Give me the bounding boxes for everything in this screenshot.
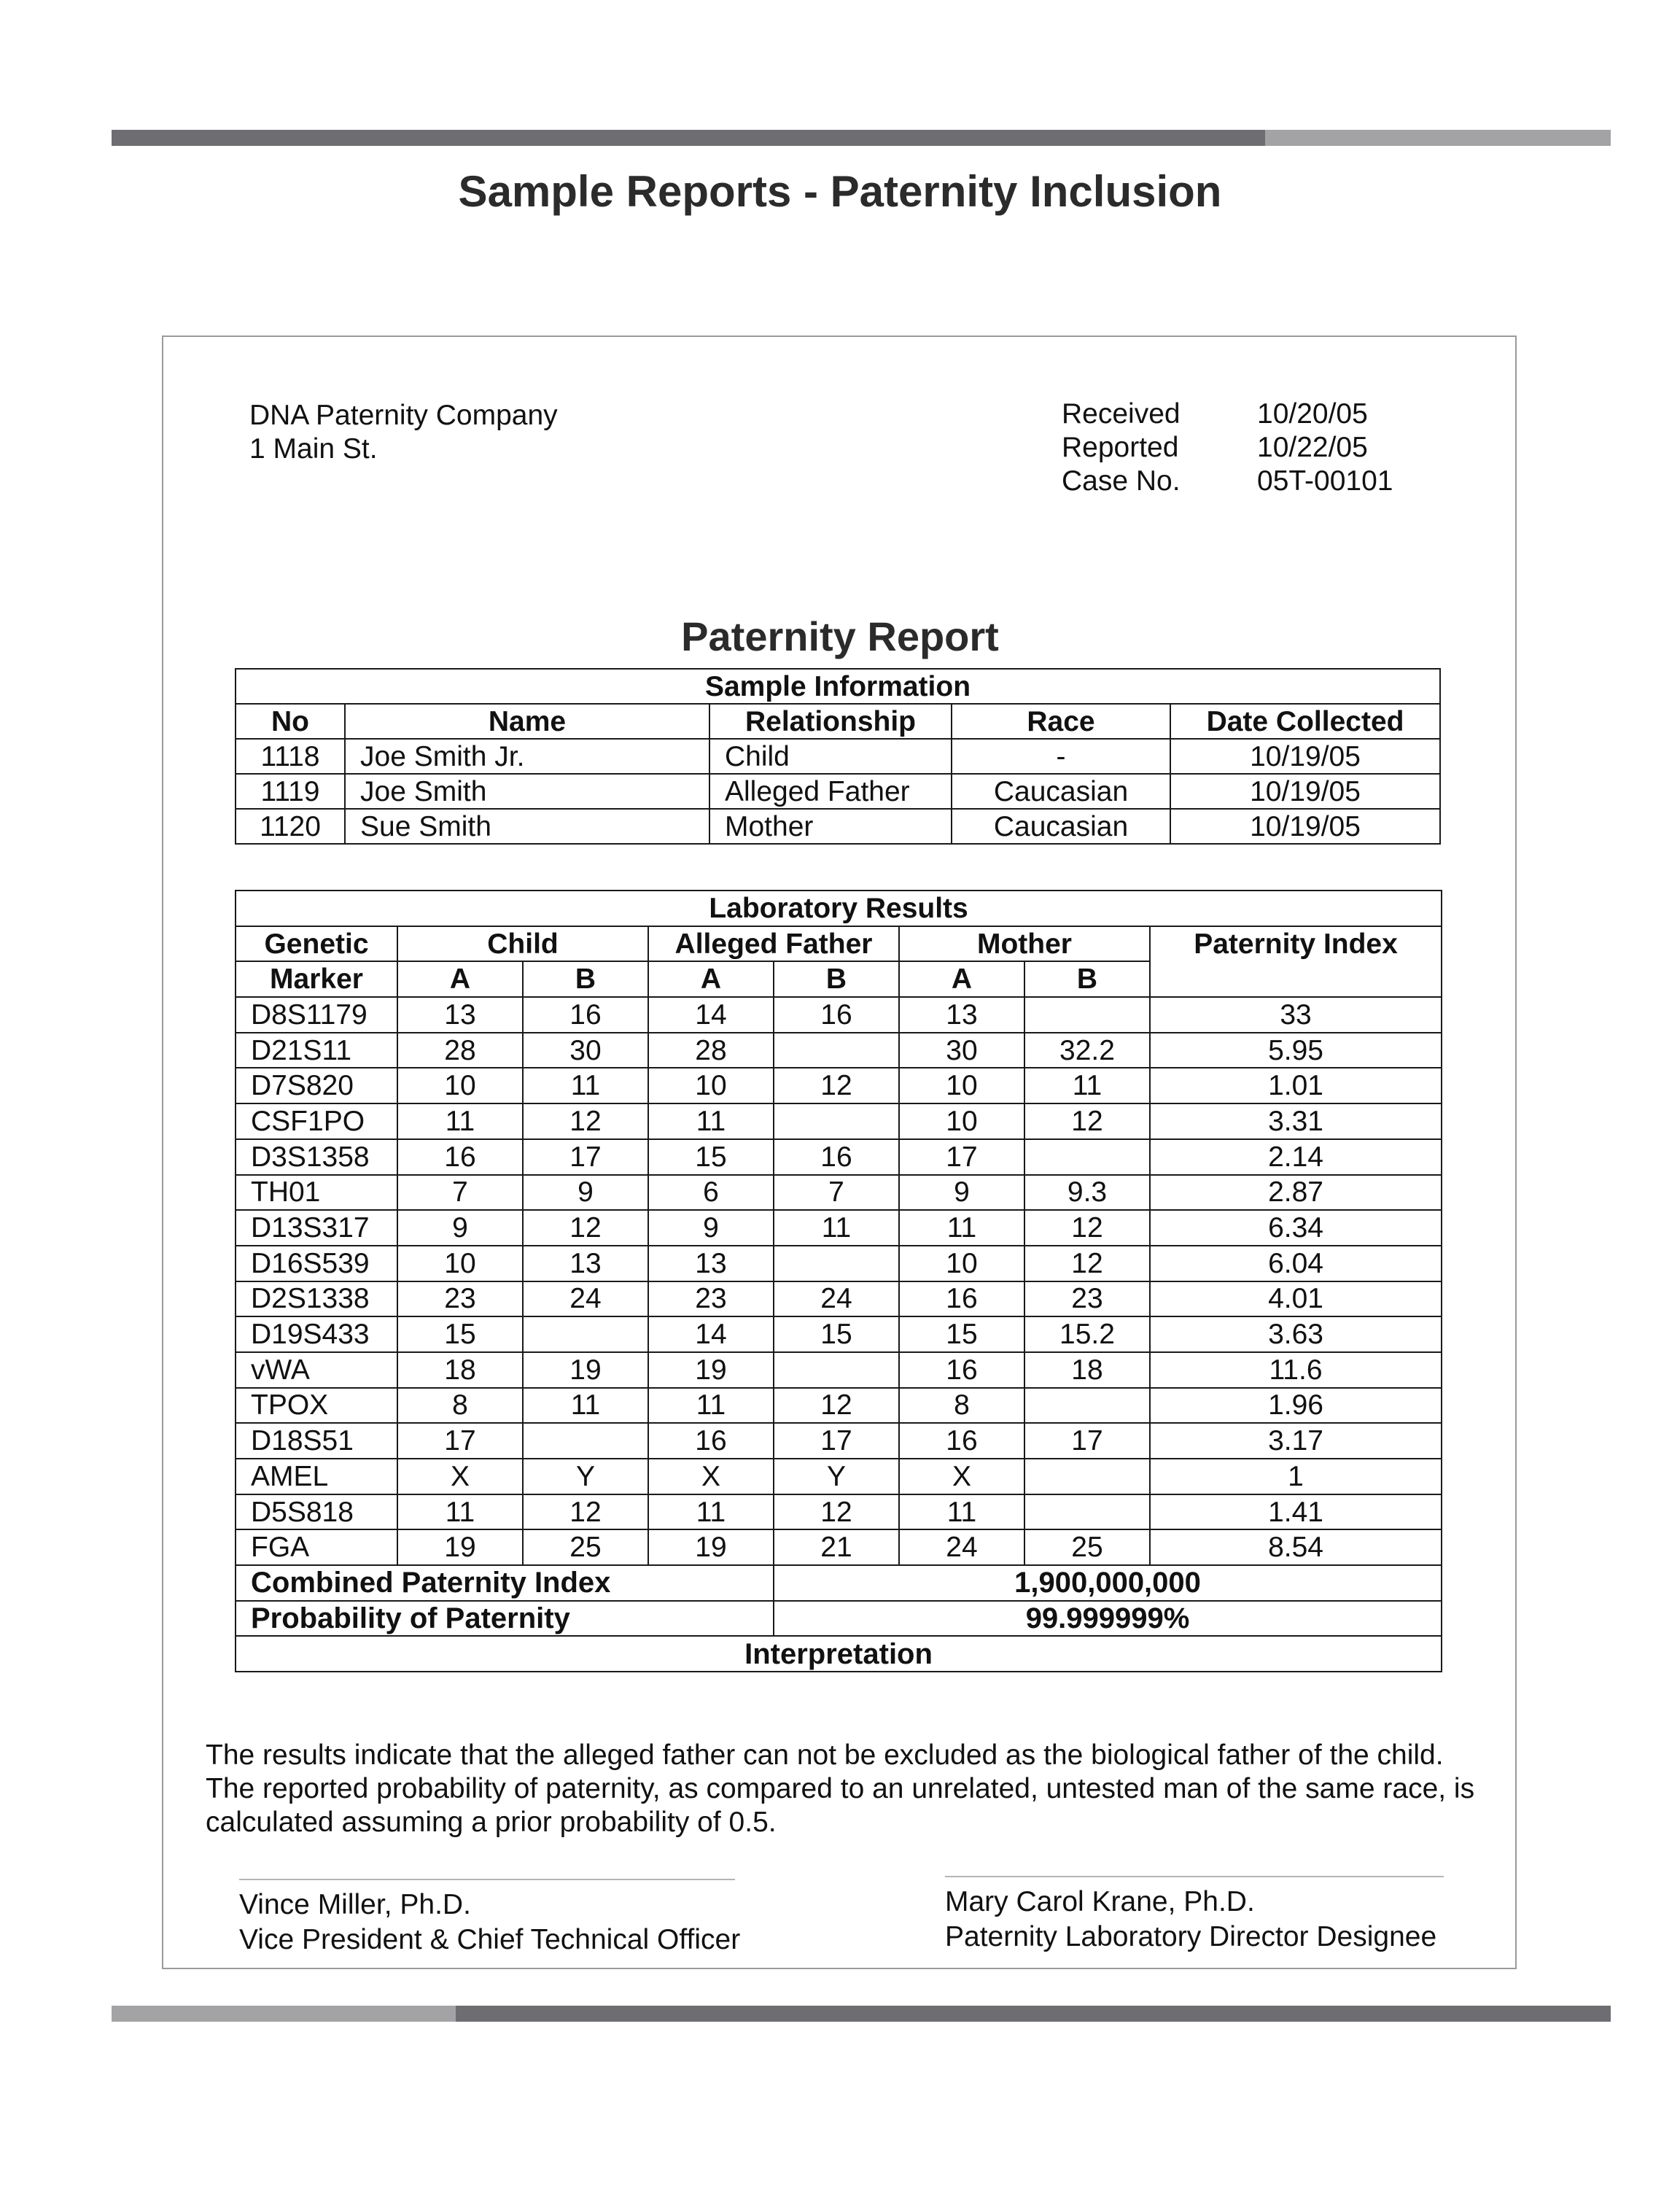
probability-of-paternity-value: 99.999999% bbox=[774, 1601, 1442, 1637]
lab-results-caption: Laboratory Results bbox=[236, 891, 1442, 926]
signatory-title: Paternity Laboratory Director Designee bbox=[945, 1921, 1437, 1952]
child-allele-a: 10 bbox=[397, 1068, 523, 1103]
sample-information-table bbox=[235, 668, 1441, 845]
child-allele-a: 9 bbox=[397, 1210, 523, 1246]
mother-allele-a: 8 bbox=[899, 1388, 1024, 1424]
header-child-a: A bbox=[397, 961, 523, 997]
paternity-index-value: 2.14 bbox=[1150, 1139, 1442, 1175]
child-allele-b: 11 bbox=[523, 1388, 648, 1424]
table-row bbox=[236, 739, 1440, 774]
father-allele-b: 15 bbox=[774, 1316, 899, 1352]
sample-race: - bbox=[952, 739, 1170, 774]
mother-allele-b: 32.2 bbox=[1024, 1033, 1150, 1068]
sample-relationship: Alleged Father bbox=[709, 774, 952, 809]
genetic-marker: TH01 bbox=[236, 1175, 397, 1211]
child-allele-b: 12 bbox=[523, 1103, 648, 1139]
father-allele-a: 11 bbox=[648, 1494, 774, 1530]
genetic-marker: TPOX bbox=[236, 1388, 397, 1424]
father-allele-b: 12 bbox=[774, 1068, 899, 1103]
genetic-marker: D2S1338 bbox=[236, 1281, 397, 1317]
header-bar-light bbox=[1265, 130, 1611, 146]
father-allele-b: 24 bbox=[774, 1281, 899, 1317]
father-allele-b: 17 bbox=[774, 1423, 899, 1459]
child-allele-b bbox=[523, 1423, 648, 1459]
mother-allele-b bbox=[1024, 1494, 1150, 1530]
child-allele-b bbox=[523, 1316, 648, 1352]
table-row bbox=[236, 1175, 1442, 1211]
mother-allele-b: 15.2 bbox=[1024, 1316, 1150, 1352]
father-allele-a: 11 bbox=[648, 1103, 774, 1139]
paternity-index-value: 6.04 bbox=[1150, 1246, 1442, 1281]
signature-block-2 bbox=[945, 1885, 1436, 1955]
table-row bbox=[236, 997, 1442, 1033]
mother-allele-b: 23 bbox=[1024, 1281, 1150, 1317]
header-father-a: A bbox=[648, 961, 774, 997]
child-allele-a: 28 bbox=[397, 1033, 523, 1068]
signatory-title: Vice President & Chief Technical Officer bbox=[239, 1924, 741, 1955]
table-row bbox=[236, 1210, 1442, 1246]
father-allele-a: 13 bbox=[648, 1246, 774, 1281]
mother-allele-a: 10 bbox=[899, 1103, 1024, 1139]
paternity-index-value: 1.96 bbox=[1150, 1388, 1442, 1424]
genetic-marker: D8S1179 bbox=[236, 997, 397, 1033]
father-allele-a: 11 bbox=[648, 1388, 774, 1424]
header-genetic: Genetic bbox=[236, 926, 397, 962]
table-row bbox=[236, 1246, 1442, 1281]
table-row bbox=[236, 1529, 1442, 1565]
child-allele-b: 16 bbox=[523, 997, 648, 1033]
table-row bbox=[236, 1068, 1442, 1103]
father-allele-a: 6 bbox=[648, 1175, 774, 1211]
genetic-marker: D19S433 bbox=[236, 1316, 397, 1352]
sample-date-collected: 10/19/05 bbox=[1170, 739, 1440, 774]
mother-allele-a: 16 bbox=[899, 1281, 1024, 1317]
child-allele-b: 19 bbox=[523, 1352, 648, 1388]
reported-date: 10/22/05 bbox=[1257, 432, 1368, 463]
father-allele-a: 14 bbox=[648, 1316, 774, 1352]
paternity-index-value: 1.41 bbox=[1150, 1494, 1442, 1530]
child-allele-a: 18 bbox=[397, 1352, 523, 1388]
header-date-collected: Date Collected bbox=[1170, 704, 1440, 739]
genetic-marker: D21S11 bbox=[236, 1033, 397, 1068]
child-allele-a: 7 bbox=[397, 1175, 523, 1211]
report-title: Paternity Report bbox=[681, 613, 999, 659]
mother-allele-b: 11 bbox=[1024, 1068, 1150, 1103]
child-allele-b: 24 bbox=[523, 1281, 648, 1317]
father-allele-a: 10 bbox=[648, 1068, 774, 1103]
table-row bbox=[236, 1352, 1442, 1388]
father-allele-a: 28 bbox=[648, 1033, 774, 1068]
mother-allele-a: 10 bbox=[899, 1246, 1024, 1281]
signatory-name: Mary Carol Krane, Ph.D. bbox=[945, 1886, 1255, 1917]
signature-block-1 bbox=[239, 1888, 740, 1958]
paternity-index-value: 4.01 bbox=[1150, 1281, 1442, 1317]
mother-allele-b: 12 bbox=[1024, 1103, 1150, 1139]
genetic-marker: D3S1358 bbox=[236, 1139, 397, 1175]
father-allele-b: 16 bbox=[774, 1139, 899, 1175]
sample-date-collected: 10/19/05 bbox=[1170, 774, 1440, 809]
company-name: DNA Paternity Company bbox=[249, 400, 558, 431]
paternity-index-value: 33 bbox=[1150, 997, 1442, 1033]
sample-name: Joe Smith bbox=[345, 774, 709, 809]
paternity-index-value: 3.63 bbox=[1150, 1316, 1442, 1352]
mother-allele-b bbox=[1024, 997, 1150, 1033]
father-allele-a: 23 bbox=[648, 1281, 774, 1317]
mother-allele-a: 11 bbox=[899, 1494, 1024, 1530]
child-allele-a: 16 bbox=[397, 1139, 523, 1175]
table-row bbox=[236, 809, 1440, 844]
header-race: Race bbox=[952, 704, 1170, 739]
header-marker: Marker bbox=[236, 961, 397, 997]
paternity-index-value: 6.34 bbox=[1150, 1210, 1442, 1246]
signatory-name: Vince Miller, Ph.D. bbox=[239, 1889, 471, 1920]
table-row bbox=[236, 1494, 1442, 1530]
mother-allele-b: 12 bbox=[1024, 1210, 1150, 1246]
case-number: 05T-00101 bbox=[1257, 465, 1393, 497]
table-row bbox=[236, 1139, 1442, 1175]
child-allele-a: 17 bbox=[397, 1423, 523, 1459]
header-mother-b: B bbox=[1024, 961, 1150, 997]
father-allele-a: 9 bbox=[648, 1210, 774, 1246]
mother-allele-b: 9.3 bbox=[1024, 1175, 1150, 1211]
father-allele-b: Y bbox=[774, 1459, 899, 1494]
mother-allele-a: 9 bbox=[899, 1175, 1024, 1211]
mother-allele-a: 10 bbox=[899, 1068, 1024, 1103]
genetic-marker: vWA bbox=[236, 1352, 397, 1388]
child-allele-b: 9 bbox=[523, 1175, 648, 1211]
mother-allele-a: 15 bbox=[899, 1316, 1024, 1352]
genetic-marker: D7S820 bbox=[236, 1068, 397, 1103]
paternity-index-value: 1.01 bbox=[1150, 1068, 1442, 1103]
child-allele-b: 30 bbox=[523, 1033, 648, 1068]
child-allele-b: 17 bbox=[523, 1139, 648, 1175]
header-bar-dark bbox=[112, 130, 1265, 146]
case-number-label: Case No. bbox=[1062, 465, 1181, 497]
signature-line-2 bbox=[945, 1876, 1444, 1877]
mother-allele-b bbox=[1024, 1459, 1150, 1494]
sample-info-caption: Sample Information bbox=[236, 669, 1440, 704]
mother-allele-b: 12 bbox=[1024, 1246, 1150, 1281]
reported-label: Reported bbox=[1062, 432, 1179, 463]
mother-allele-a: 16 bbox=[899, 1423, 1024, 1459]
combined-paternity-index-value: 1,900,000,000 bbox=[774, 1565, 1442, 1601]
sample-no: 1119 bbox=[236, 774, 345, 809]
child-allele-a: 11 bbox=[397, 1103, 523, 1139]
lab-result-rows bbox=[236, 997, 1442, 1565]
header-mother-a: A bbox=[899, 961, 1024, 997]
table-row bbox=[236, 1316, 1442, 1352]
table-row bbox=[236, 1033, 1442, 1068]
paternity-index-value: 3.17 bbox=[1150, 1423, 1442, 1459]
child-allele-a: 8 bbox=[397, 1388, 523, 1424]
mother-allele-a: 11 bbox=[899, 1210, 1024, 1246]
father-allele-a: 19 bbox=[648, 1352, 774, 1388]
paternity-index-value: 3.31 bbox=[1150, 1103, 1442, 1139]
interpretation-label: Interpretation bbox=[236, 1636, 1442, 1672]
mother-allele-a: 17 bbox=[899, 1139, 1024, 1175]
paternity-index-value: 8.54 bbox=[1150, 1529, 1442, 1565]
header-father-b: B bbox=[774, 961, 899, 997]
father-allele-b bbox=[774, 1103, 899, 1139]
header-paternity-index: Paternity Index bbox=[1150, 926, 1442, 997]
father-allele-a: 19 bbox=[648, 1529, 774, 1565]
table-row bbox=[236, 1423, 1442, 1459]
paternity-index-value: 1 bbox=[1150, 1459, 1442, 1494]
mother-allele-a: 30 bbox=[899, 1033, 1024, 1068]
mother-allele-a: 24 bbox=[899, 1529, 1024, 1565]
page-title: Sample Reports - Paternity Inclusion bbox=[458, 167, 1222, 216]
table-row bbox=[236, 1103, 1442, 1139]
father-allele-b: 12 bbox=[774, 1388, 899, 1424]
sample-rows bbox=[236, 739, 1440, 844]
father-allele-a: 15 bbox=[648, 1139, 774, 1175]
father-allele-b: 11 bbox=[774, 1210, 899, 1246]
genetic-marker: AMEL bbox=[236, 1459, 397, 1494]
mother-allele-b: 17 bbox=[1024, 1423, 1150, 1459]
sample-no: 1120 bbox=[236, 809, 345, 844]
header-no: No bbox=[236, 704, 345, 739]
table-row bbox=[236, 1281, 1442, 1317]
sample-name: Joe Smith Jr. bbox=[345, 739, 709, 774]
mother-allele-a: X bbox=[899, 1459, 1024, 1494]
footer-bar-light bbox=[112, 2006, 456, 2022]
company-address: 1 Main St. bbox=[249, 433, 378, 465]
child-allele-b: 12 bbox=[523, 1210, 648, 1246]
interpretation-text: The results indicate that the alleged father can not be excluded as the biological father of the child. The reported probability of paternity, as compared to an unrelated, untested man of the same race, is calculated assuming a prior probability of 0.5. bbox=[206, 1739, 1475, 1838]
father-allele-a: 14 bbox=[648, 997, 774, 1033]
child-allele-a: 15 bbox=[397, 1316, 523, 1352]
child-allele-a: 23 bbox=[397, 1281, 523, 1317]
child-allele-b: 12 bbox=[523, 1494, 648, 1530]
sample-race: Caucasian bbox=[952, 809, 1170, 844]
paternity-index-value: 11.6 bbox=[1150, 1352, 1442, 1388]
received-date: 10/20/05 bbox=[1257, 398, 1368, 430]
table-row bbox=[236, 1459, 1442, 1494]
header-mother: Mother bbox=[899, 926, 1150, 962]
table-row bbox=[236, 1388, 1442, 1424]
mother-allele-b: 25 bbox=[1024, 1529, 1150, 1565]
combined-paternity-index-label: Combined Paternity Index bbox=[236, 1565, 774, 1601]
genetic-marker: FGA bbox=[236, 1529, 397, 1565]
genetic-marker: D5S818 bbox=[236, 1494, 397, 1530]
genetic-marker: D13S317 bbox=[236, 1210, 397, 1246]
table-row bbox=[236, 774, 1440, 809]
paternity-index-value: 2.87 bbox=[1150, 1175, 1442, 1211]
sample-no: 1118 bbox=[236, 739, 345, 774]
father-allele-b: 21 bbox=[774, 1529, 899, 1565]
child-allele-b: 13 bbox=[523, 1246, 648, 1281]
laboratory-results-table bbox=[235, 890, 1442, 1672]
header-relationship: Relationship bbox=[709, 704, 952, 739]
father-allele-b bbox=[774, 1033, 899, 1068]
child-allele-b: Y bbox=[523, 1459, 648, 1494]
genetic-marker: CSF1PO bbox=[236, 1103, 397, 1139]
sample-race: Caucasian bbox=[952, 774, 1170, 809]
probability-of-paternity-label: Probability of Paternity bbox=[236, 1601, 774, 1637]
signature-line-1 bbox=[239, 1879, 735, 1880]
father-allele-b: 7 bbox=[774, 1175, 899, 1211]
mother-allele-a: 16 bbox=[899, 1352, 1024, 1388]
sample-relationship: Child bbox=[709, 739, 952, 774]
sample-relationship: Mother bbox=[709, 809, 952, 844]
child-allele-b: 11 bbox=[523, 1068, 648, 1103]
genetic-marker: D16S539 bbox=[236, 1246, 397, 1281]
child-allele-a: 19 bbox=[397, 1529, 523, 1565]
child-allele-a: 10 bbox=[397, 1246, 523, 1281]
father-allele-b: 16 bbox=[774, 997, 899, 1033]
received-label: Received bbox=[1062, 398, 1181, 430]
paternity-index-value: 5.95 bbox=[1150, 1033, 1442, 1068]
footer-bar-dark bbox=[456, 2006, 1611, 2022]
child-allele-a: X bbox=[397, 1459, 523, 1494]
child-allele-a: 11 bbox=[397, 1494, 523, 1530]
sample-date-collected: 10/19/05 bbox=[1170, 809, 1440, 844]
father-allele-a: 16 bbox=[648, 1423, 774, 1459]
genetic-marker: D18S51 bbox=[236, 1423, 397, 1459]
father-allele-b: 12 bbox=[774, 1494, 899, 1530]
child-allele-a: 13 bbox=[397, 997, 523, 1033]
father-allele-a: X bbox=[648, 1459, 774, 1494]
mother-allele-b bbox=[1024, 1388, 1150, 1424]
sample-name: Sue Smith bbox=[345, 809, 709, 844]
mother-allele-b: 18 bbox=[1024, 1352, 1150, 1388]
header-name: Name bbox=[345, 704, 709, 739]
mother-allele-b bbox=[1024, 1139, 1150, 1175]
father-allele-b bbox=[774, 1246, 899, 1281]
father-allele-b bbox=[774, 1352, 899, 1388]
header-alleged-father: Alleged Father bbox=[648, 926, 899, 962]
header-child: Child bbox=[397, 926, 648, 962]
child-allele-b: 25 bbox=[523, 1529, 648, 1565]
header-child-b: B bbox=[523, 961, 648, 997]
mother-allele-a: 13 bbox=[899, 997, 1024, 1033]
